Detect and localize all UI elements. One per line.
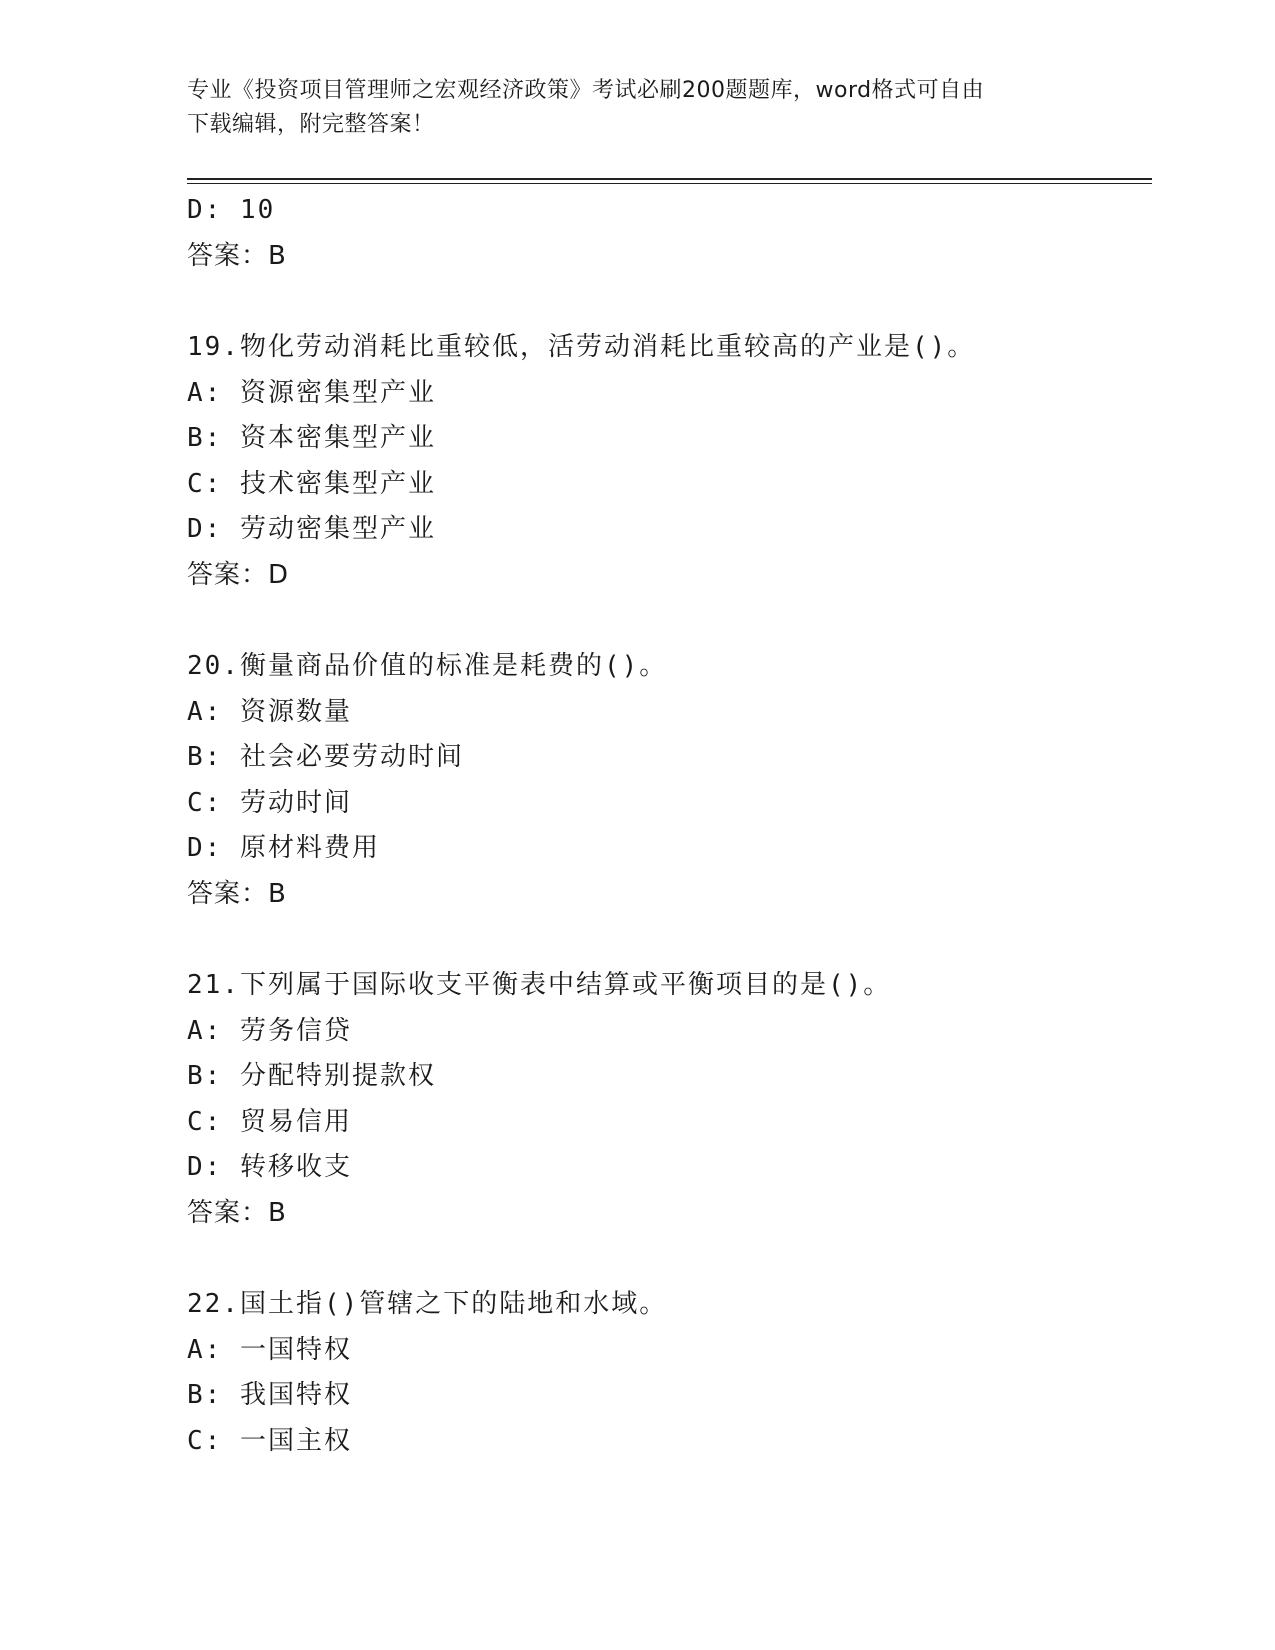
carryover-answer: 答案：B [187, 240, 287, 271]
question-list [187, 188, 1147, 1464]
option-c: C: 一国主权 [187, 1425, 352, 1456]
option-a: A: 资源密集型产业 [187, 377, 436, 408]
question-stem: 19.物化劳动消耗比重较低，活劳动消耗比重较高的产业是()。 [187, 332, 976, 362]
spacer [187, 279, 1147, 325]
question-19 [187, 325, 1147, 598]
spacer [187, 1236, 1147, 1282]
header-line-1: 专业《投资项目管理师之宏观经济政策》考试必刷200题题库，word格式可自由 [187, 78, 985, 103]
header-line-2: 下载编辑，附完整答案！ [187, 112, 435, 137]
question-stem: 22.国土指()管辖之下的陆地和水域。 [187, 1289, 668, 1319]
answer: 答案：B [187, 1197, 287, 1228]
question-20 [187, 644, 1147, 917]
document-header [187, 74, 1087, 142]
option-a: A: 劳务信贷 [187, 1015, 352, 1046]
option-c: C: 劳动时间 [187, 787, 352, 818]
option-b: B: 我国特权 [187, 1380, 352, 1410]
question-stem: 21.下列属于国际收支平衡表中结算或平衡项目的是()。 [187, 970, 892, 1000]
question-21 [187, 963, 1147, 1236]
option-b: B: 分配特别提款权 [187, 1061, 436, 1091]
carryover-option-d: D: 10 [187, 195, 276, 225]
question-stem: 20.衡量商品价值的标准是耗费的()。 [187, 651, 668, 681]
answer: 答案：D [187, 559, 290, 590]
spacer [187, 917, 1147, 963]
option-c: C: 技术密集型产业 [187, 468, 436, 499]
answer: 答案：B [187, 878, 287, 909]
option-a: A: 资源数量 [187, 696, 352, 727]
header-divider-thin [187, 183, 1152, 184]
option-d: D: 转移收支 [187, 1152, 352, 1182]
spacer [187, 598, 1147, 644]
option-b: B: 社会必要劳动时间 [187, 742, 464, 772]
question-22 [187, 1282, 1147, 1464]
option-b: B: 资本密集型产业 [187, 423, 436, 453]
option-d: D: 劳动密集型产业 [187, 514, 436, 544]
option-d: D: 原材料费用 [187, 833, 380, 863]
option-a: A: 一国特权 [187, 1334, 352, 1365]
option-c: C: 贸易信用 [187, 1106, 352, 1137]
header-divider-thick [187, 178, 1152, 180]
